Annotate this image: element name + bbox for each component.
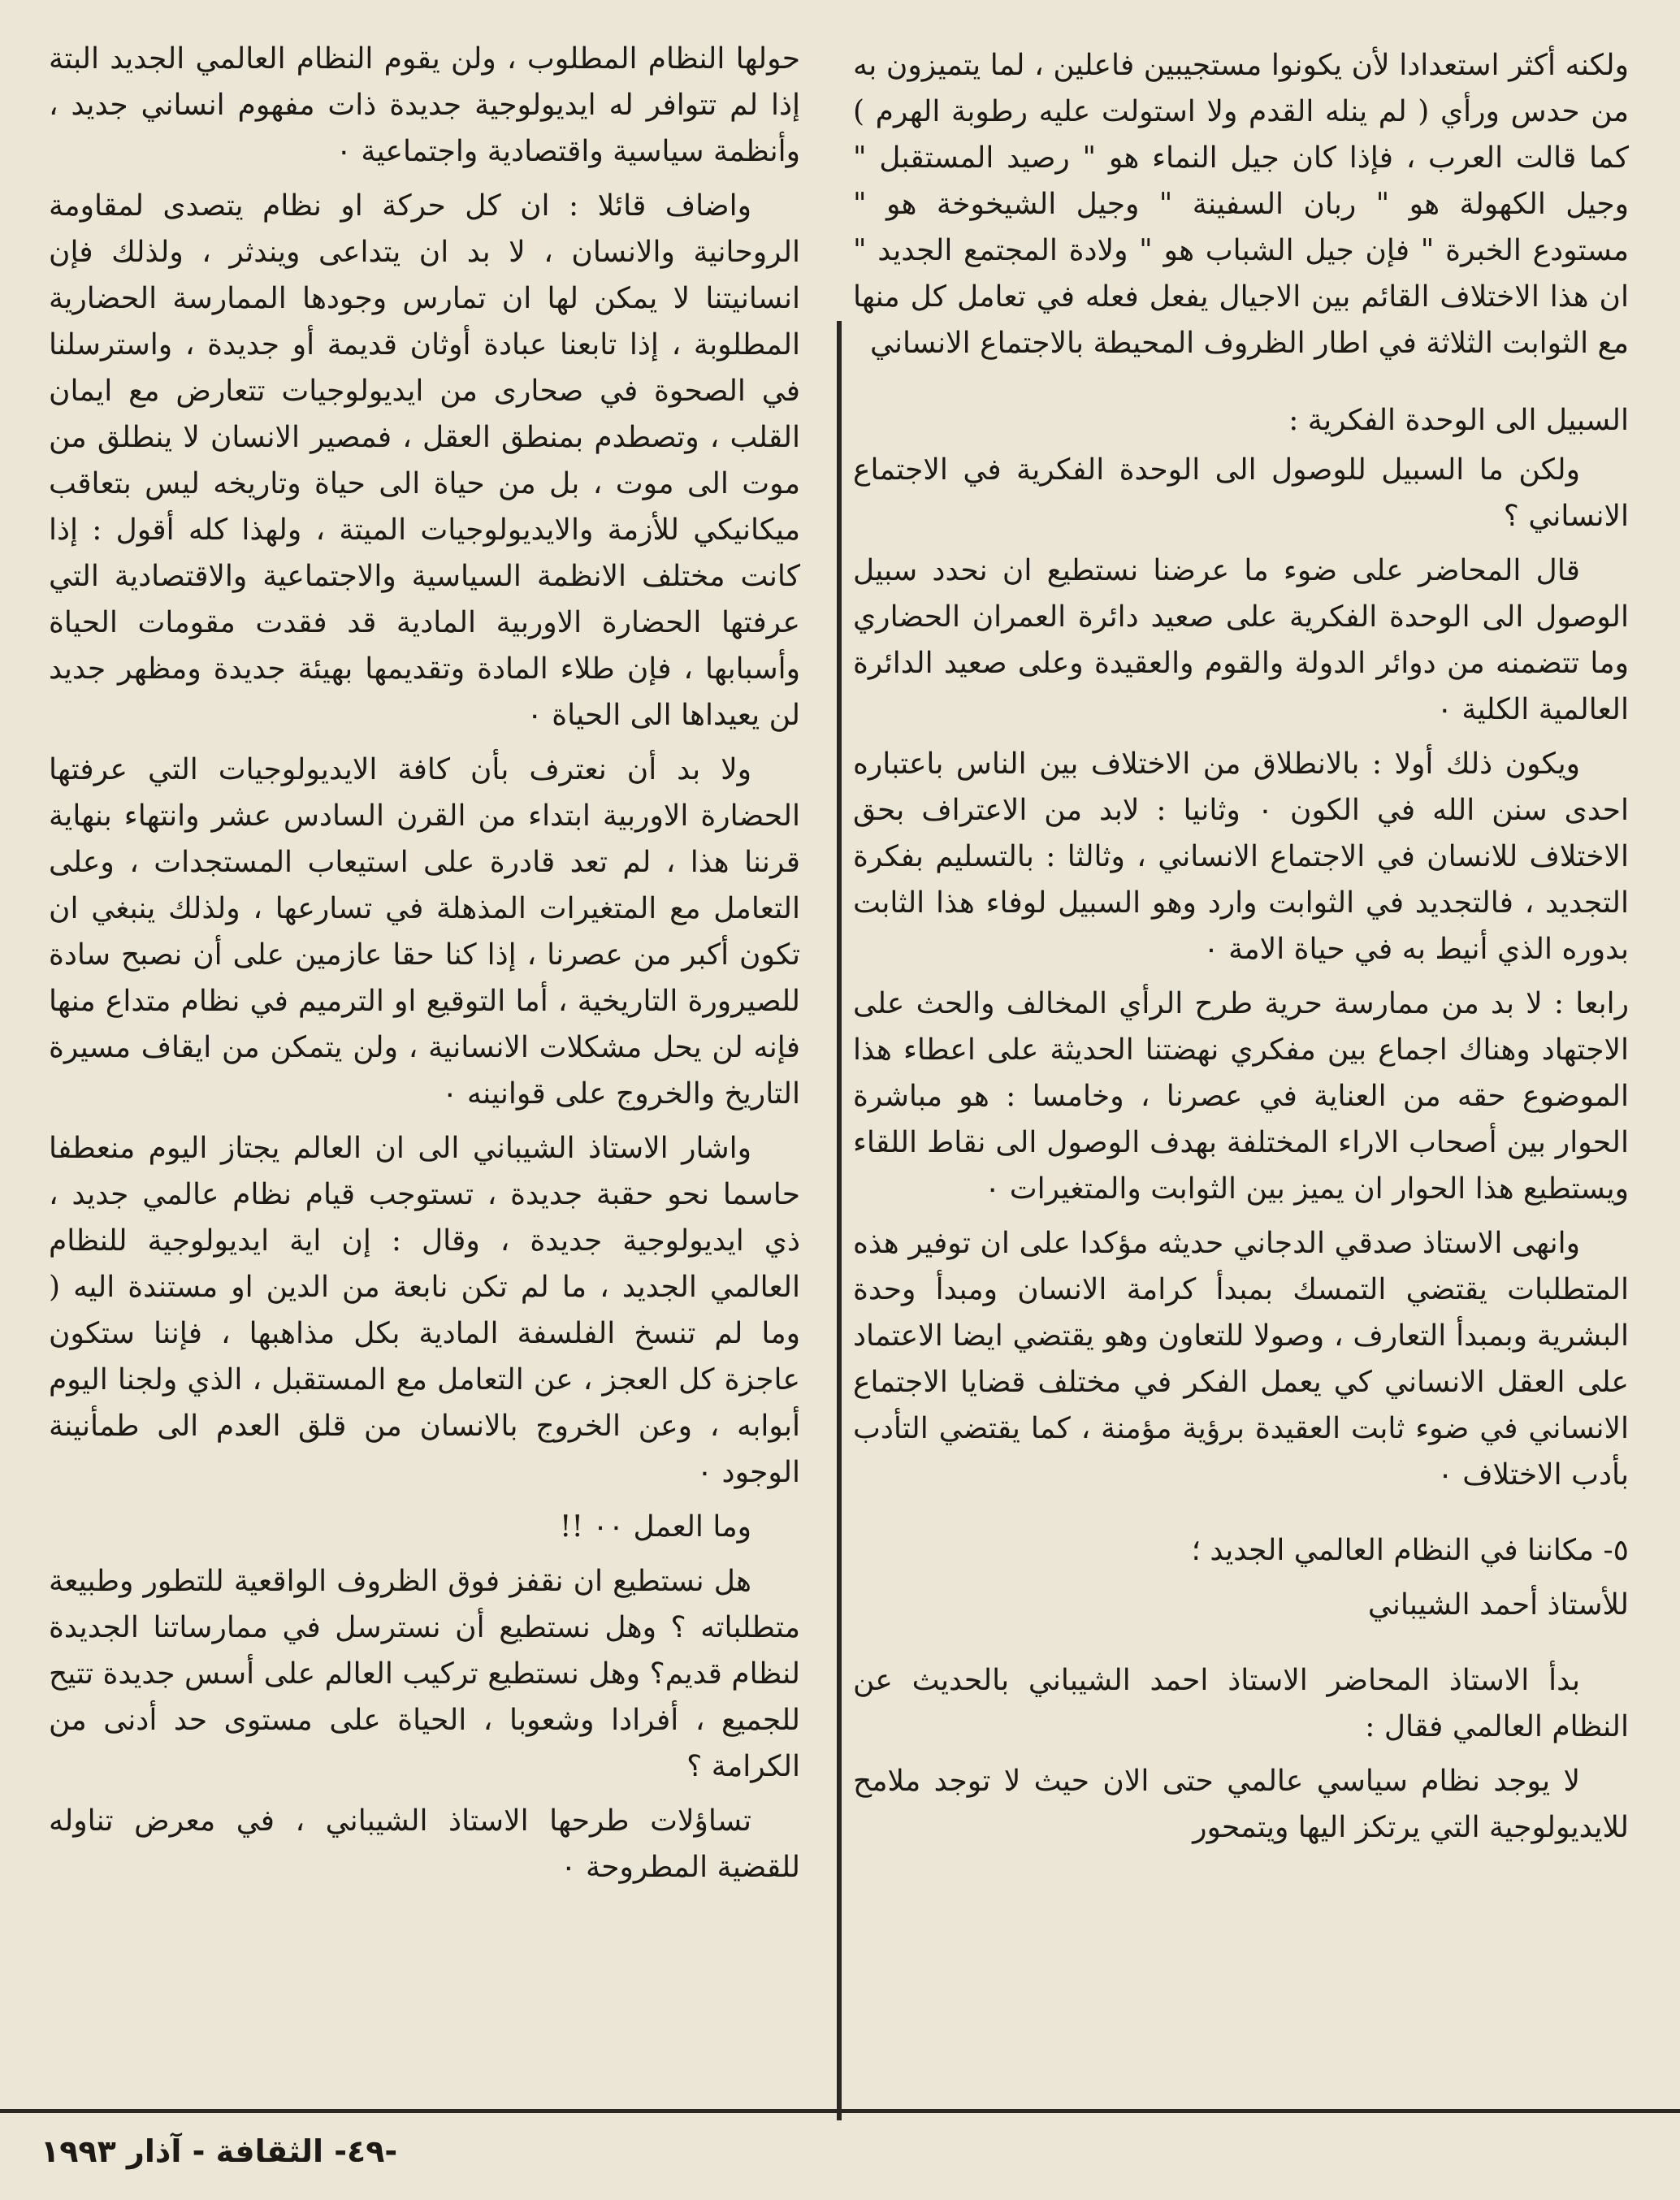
right-column: [853, 42, 1629, 1859]
paragraph: وانهى الاستاذ صدقي الدجاني حديثه مؤكدا على ان توفير هذه المتطلبات يقتضي التمسك بمبدأ كرامة الانسان ومبدأ وحدة البشرية وبمبدأ التعارف ، وصولا للتعاون وهو يقتضي ايضا الاعتماد على العقل الانساني كي يعمل الفكر في مختلف قضايا الاجتماع الانساني في ضوء ثابت العقيدة برؤية مؤمنة ، كما يقتضي التأدب بأدب الاختلاف ٠: [853, 1227, 1629, 1492]
section-author: للأستاذ أحمد الشيباني: [1367, 1588, 1629, 1622]
subheading-what-to-do: وما العمل ٠٠ !!: [560, 1510, 751, 1544]
paragraph: ولا بد أن نعترف بأن كافة الايديولوجيات التي عرفتها الحضارة الاوربية ابتداء من القرن السادس عشر وانتهاء بنهاية قرننا هذا ، لم تعد قادرة على استيعاب المستجدات ، وعلى التعامل مع المتغيرات المذهلة في تسارعها ، ولذلك ينبغي ان تكون أكبر من عصرنا ، إذا كنا حقا عازمين على أن نصبح سادة للصيرورة التاريخية ، أما التوقيع او الترميم في نظام متداع منها فإنه لن يحل مشكلات الانسانية ، ولن يتمكن من ايقاف مسيرة التاريخ والخروج على قوانينه ٠: [49, 753, 800, 1111]
paragraph: حولها النظام المطلوب ، ولن يقوم النظام العالمي الجديد البتة إذا لم تتوافر له ايديولوجية جديدة ذات مفهوم انساني جديد ، وأنظمة سياسية واقتصادية واجتماعية ٠: [49, 42, 800, 168]
paragraph: بدأ الاستاذ المحاضر الاستاذ احمد الشيباني بالحديث عن النظام العالمي فقال :: [853, 1664, 1629, 1743]
footer-rule: [0, 2109, 1680, 2113]
paragraph: لا يوجد نظام سياسي عالمي حتى الان حيث لا توجد ملامح للايديولوجية التي يرتكز اليها ويتمحور: [853, 1765, 1629, 1844]
paragraph: واشار الاستاذ الشيباني الى ان العالم يجتاز اليوم منعطفا حاسما نحو حقبة جديدة ، تستوجب قيام نظام عالمي جديد ، ذي ايديولوجية جديدة ، وقال : إن اية ايديولوجية للنظام العالمي الجديد ، ما لم تكن نابعة من الدين او مستندة اليه ( وما لم تنسخ الفلسفة المادية بكل مذاهبها ، فإننا ستكون عاجزة كل العجز ، عن التعامل مع المستقبل ، الذي ولجنا اليوم أبوابه ، وعن الخروج بالانسان من قلق العدم الى طمأنينة الوجود ٠: [49, 1132, 800, 1489]
column-divider: [837, 321, 842, 2120]
paragraph: واضاف قائلا : ان كل حركة او نظام يتصدى لمقاومة الروحانية والانسان ، لا بد ان يتداعى ويندثر ، ولذلك فإن انسانيتنا لا يمكن لها ان تمارس وجودها الممارسة الحضارية المطلوبة ، إذا تابعنا عبادة أوثان قديمة أو جديدة ، واسترسلنا في الصحوة في صحارى من ايديولوجيات تتعارض مع ايمان القلب ، وتصطدم بمنطق العقل ، فمصير الانسان لا ينطلق من موت الى موت ، بل من حياة الى حياة وتاريخه ليس بتعاقب ميكانيكي للأزمة والايديولوجيات الميتة ، ولهذا كله أقول : إذا كانت مختلف الانظمة السياسية والاجتماعية والاقتصادية التي عرفتها الحضارة الاوربية المادية قد فقدت مقومات الحياة وأسبابها ، فإن طلاء المادة وتقديمها بهيئة جديدة ومظهر جديد لن يعيداها الى الحياة ٠: [49, 189, 800, 732]
paragraph: ويكون ذلك أولا : بالانطلاق من الاختلاف بين الناس باعتباره احدى سنن الله في الكون ٠ وثانيا : لابد من الاعتراف بحق الاختلاف للانسان في الاجتماع الانساني ، وثالثا : بالتسليم بفكرة التجديد ، فالتجديد في الثوابت وارد وهو السبيل لوفاء هذا الثابت بدوره الذي أنيط به في حياة الامة ٠: [853, 747, 1629, 966]
paragraph: ولكنه أكثر استعدادا لأن يكونوا مستجيبين فاعلين ، لما يتميزون به من حدس ورأي ( لم ينله القدم ولا استولت عليه رطوبة الهرم ) كما قالت العرب ، فإذا كان جيل النماء هو " رصيد المستقبل " وجيل الكهولة هو " ربان السفينة " وجيل الشيخوخة هو " مستودع الخبرة " فإن جيل الشباب هو " ولادة المجتمع الجديد " ان هذا الاختلاف القائم بين الاجيال يفعل فعله في تعامل كل منها مع الثوابت الثلاثة في اطار الظروف المحيطة بالاجتماع الانساني: [853, 49, 1629, 360]
paragraph: هل نستطيع ان نقفز فوق الظروف الواقعية للتطور وطبيعة متطلباته ؟ وهل نستطيع أن نسترسل في ممارساتنا الجديدة لنظام قديم؟ وهل نستطيع تركيب العالم على أسس جديدة تتيح للجميع ، أفرادا وشعوبا ، الحياة على مستوى حد أدنى من الكرامة ؟: [49, 1565, 800, 1783]
subheading-intellectual-unity: السبيل الى الوحدة الفكرية :: [1288, 404, 1629, 437]
section-title: ٥- مكاننا في النظام العالمي الجديد ؛: [1191, 1534, 1629, 1567]
page-footer: -٤٩- الثقافة - آذار ١٩٩٣: [41, 2133, 398, 2169]
paragraph: ولكن ما السبيل للوصول الى الوحدة الفكرية في الاجتماع الانساني ؟: [853, 453, 1629, 533]
paragraph: رابعا : لا بد من ممارسة حرية طرح الرأي المخالف والحث على الاجتهاد وهناك اجماع بين مفكري نهضتنا الحديثة على اعطاء هذا الموضوع حقه من العناية في عصرنا ، وخامسا : هو مباشرة الحوار بين أصحاب الاراء المختلفة بهدف الوصول الى نقاط اللقاء ويستطيع هذا الحوار ان يميز بين الثوابت والمتغيرات ٠: [853, 987, 1629, 1206]
left-column: [49, 36, 800, 1899]
paragraph: تساؤلات طرحها الاستاذ الشيباني ، في معرض تناوله للقضية المطروحة ٠: [49, 1804, 800, 1884]
paragraph: قال المحاضر على ضوء ما عرضنا نستطيع ان نحدد سبيل الوصول الى الوحدة الفكرية على صعيد دائرة العمران الحضاري وما تتضمنه من دوائر الدولة والقوم والعقيدة وعلى صعيد الدائرة العالمية الكلية ٠: [853, 554, 1629, 726]
